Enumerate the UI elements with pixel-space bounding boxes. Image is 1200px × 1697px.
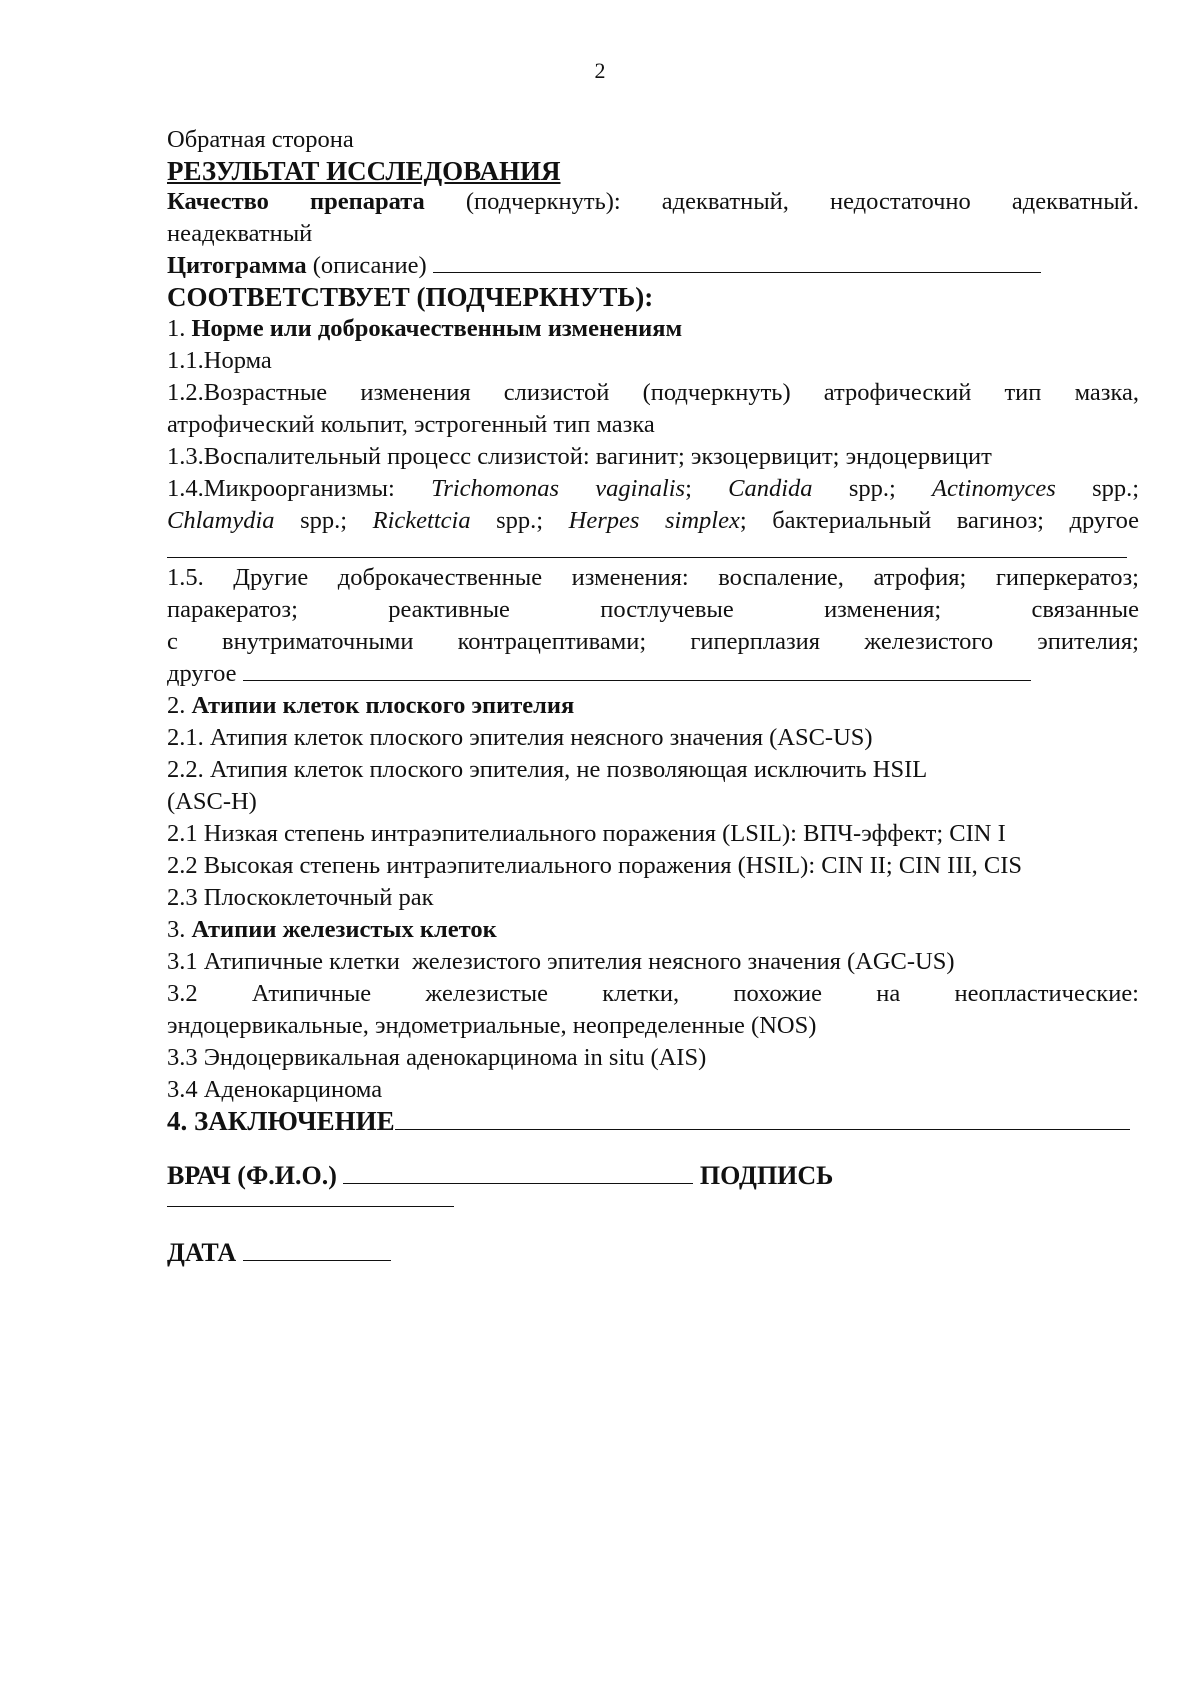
item-1-4-line1: 1.4.Микроорганизмы: Trichomonas vaginalis; Candida spp.; Actinomyces spp.; [167, 475, 1140, 502]
organism-actinomyces: Actinomyces [932, 475, 1056, 502]
cytogram-line [167, 250, 1139, 282]
organism-rickettsia: Rickettcia [372, 507, 471, 534]
item-1-5-line4 [167, 658, 1139, 690]
section-2-number: 2. [167, 692, 186, 719]
organism-trichomonas: Trichomonas vaginalis [431, 475, 686, 502]
quality-options: (подчеркнуть): адекватный, недостаточно адекватный. [465, 188, 1139, 215]
section-2-title [167, 690, 1139, 722]
spp-label: spp.; [496, 507, 544, 534]
quality-label: Качество препарата [167, 188, 425, 215]
cytogram-hint: (описание) [312, 252, 427, 279]
item-1-2-line1: 1.2.Возрастные изменения слизистой (подчеркнуть) атрофический тип мазка, [167, 379, 1139, 406]
conclusion-fill-line[interactable] [395, 1107, 1130, 1130]
form-body [167, 124, 1139, 1269]
organism-chlamydia: Chlamydia [167, 507, 275, 534]
doctor-name-fill-line[interactable] [343, 1161, 693, 1184]
item-1-4-fill-line[interactable] [167, 537, 1127, 558]
cytogram-fill-line[interactable] [433, 250, 1041, 273]
other-label: другое [167, 660, 237, 687]
item-3-3: 3.3 Эндоцервикальная аденокарцинома in situ (AIS) [167, 1044, 707, 1071]
item-1-4-line2 [167, 505, 1139, 537]
date-label: ДАТА [167, 1238, 237, 1267]
cytogram-label: Цитограмма [167, 252, 307, 279]
conclusion-label: 4. ЗАКЛЮЧЕНИЕ [167, 1106, 395, 1136]
conclusion-line [167, 1106, 1139, 1136]
page-title: РЕЗУЛЬТАТ ИССЛЕДОВАНИЯ [167, 156, 561, 186]
section-3-title [167, 914, 1139, 946]
microorganisms-tail: ; бактериальный вагиноз; другое [739, 507, 1139, 534]
microorganisms-label: 1.4.Микроорганизмы: [167, 475, 395, 502]
item-3-2-line1: 3.2 Атипичные железистые клетки, похожие на неопластические: [167, 980, 1139, 1007]
section-2-heading: Атипии клеток плоского эпителия [191, 692, 575, 719]
section-1-number: 1. [167, 315, 186, 342]
section-3-heading: Атипии железистых клеток [191, 916, 497, 943]
item-2-2-asc-h-line1: 2.2. Атипия клеток плоского эпителия, не позволяющая исключить HSIL [167, 756, 928, 783]
item-3-1: 3.1 Атипичные клетки железистого эпителия неясного значения (AGC-US) [167, 948, 955, 975]
date-line [167, 1237, 1139, 1269]
item-1-1: 1.1.Норма [167, 347, 272, 374]
doctor-label: ВРАЧ (Ф.И.О.) [167, 1161, 337, 1190]
side-label: Обратная сторона [167, 126, 354, 153]
quality-option-inadequate: неадекватный [167, 220, 313, 247]
spp-label: spp.; [1092, 475, 1140, 502]
item-1-2-line2: атрофический кольпит, эстрогенный тип мазка [167, 411, 655, 438]
item-2-2-asc-h-line2: (ASC-H) [167, 788, 257, 815]
signature-label: ПОДПИСЬ [699, 1161, 834, 1190]
item-2-1-lsil: 2.1 Низкая степень интраэпителиального поражения (LSIL): ВПЧ-эффект; CIN I [167, 820, 1006, 847]
item-1-3: 1.3.Воспалительный процесс слизистой: вагинит; экзоцервицит; эндоцервицит [167, 443, 992, 470]
item-1-5-line3: с внутриматочными контрацептивами; гиперплазия железистого эпителия; [167, 628, 1139, 655]
item-3-4: 3.4 Аденокарцинома [167, 1076, 383, 1103]
other-fill-line[interactable] [243, 658, 1031, 681]
item-2-2-hsil: 2.2 Высокая степень интраэпителиального поражения (HSIL): CIN II; CIN III, CIS [167, 852, 1023, 879]
spp-label: spp.; [300, 507, 348, 534]
quality-line [167, 186, 1139, 218]
signature-fill-line[interactable] [167, 1192, 454, 1207]
organism-herpes: Herpes simplex [568, 507, 740, 534]
item-3-2-line2: эндоцервикальные, эндометриальные, неопределенные (NOS) [167, 1012, 817, 1039]
item-1-5-line2: паракератоз; реактивные постлучевые изменения; связанные [167, 596, 1139, 623]
item-1-5-line1: 1.5. Другие доброкачественные изменения: воспаление, атрофия; гиперкератоз; [167, 564, 1139, 591]
date-fill-line[interactable] [243, 1238, 391, 1261]
page-number: 2 [594, 58, 606, 83]
organism-candida: Candida [728, 475, 813, 502]
doctor-line [167, 1160, 1139, 1192]
item-2-1-asc-us: 2.1. Атипия клеток плоского эпителия неясного значения (ASC-US) [167, 724, 873, 751]
corresponds-header: СООТВЕТСТВУЕТ (ПОДЧЕРКНУТЬ): [167, 282, 654, 312]
spp-label: spp.; [848, 475, 896, 502]
item-2-3: 2.3 Плоскоклеточный рак [167, 884, 434, 911]
section-3-number: 3. [167, 916, 186, 943]
section-1-heading: Норме или доброкачественным изменениям [191, 315, 683, 342]
section-1-title [167, 313, 1139, 345]
